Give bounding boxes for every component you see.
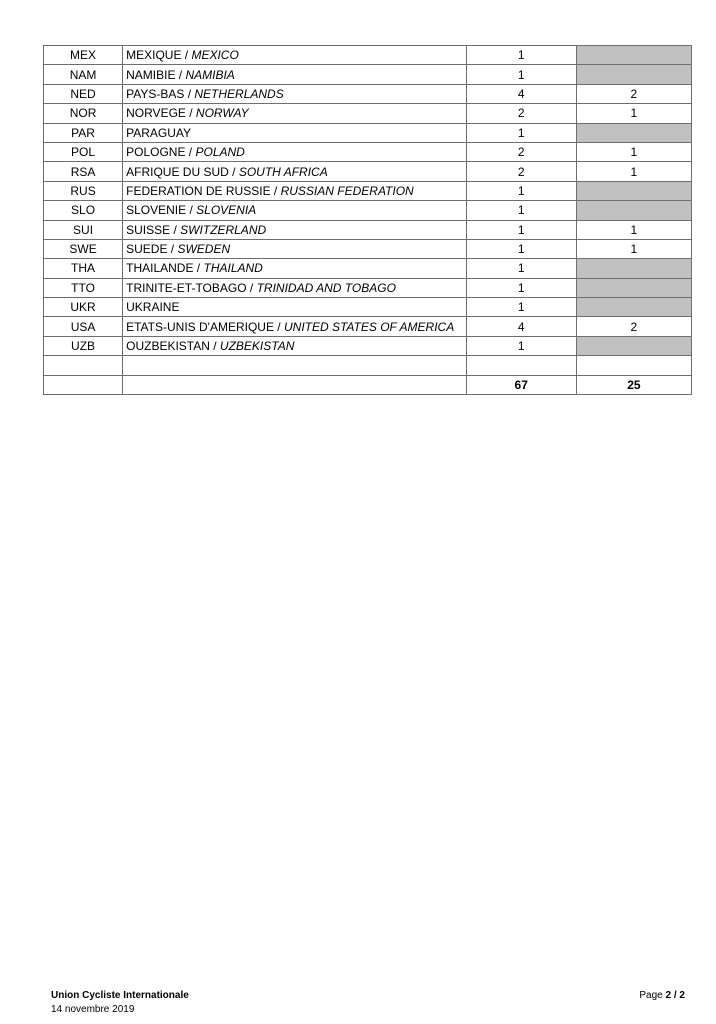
country-name-cell bbox=[123, 201, 467, 220]
country-name-en: SWEDEN bbox=[177, 242, 231, 257]
footer-organization: Union Cycliste Internationale bbox=[51, 990, 189, 1001]
page-label: Page bbox=[639, 990, 663, 1001]
name-separator: / bbox=[184, 86, 195, 101]
country-name-fr: THAILANDE bbox=[126, 261, 194, 276]
count-b-cell bbox=[576, 123, 691, 142]
country-name-fr: NAMIBIE bbox=[126, 67, 176, 82]
country-name-cell bbox=[123, 356, 467, 375]
table-row bbox=[44, 104, 692, 123]
name-separator: / bbox=[270, 183, 281, 198]
country-name-en: UZBEKISTAN bbox=[219, 339, 295, 354]
count-a-cell: 1 bbox=[466, 259, 576, 278]
country-name-cell bbox=[123, 104, 467, 123]
country-name-cell bbox=[123, 220, 467, 239]
table-row bbox=[44, 317, 692, 336]
name-separator: / bbox=[185, 106, 196, 121]
country-name-en: UNITED STATES OF AMERICA bbox=[283, 319, 455, 334]
name-separator: / bbox=[273, 319, 284, 334]
country-code-cell: UZB bbox=[44, 336, 123, 355]
name-separator: / bbox=[181, 48, 192, 63]
table-row bbox=[44, 259, 692, 278]
country-name-en: POLAND bbox=[195, 145, 245, 160]
count-a-cell: 4 bbox=[466, 84, 576, 103]
country-code-cell: UKR bbox=[44, 298, 123, 317]
country-code-cell: THA bbox=[44, 259, 123, 278]
country-name-en: RUSSIAN FEDERATION bbox=[280, 183, 414, 198]
country-name-cell bbox=[123, 298, 467, 317]
country-name-fr: TRINITE-ET-TOBAGO bbox=[126, 280, 247, 295]
count-a-cell: 1 bbox=[466, 123, 576, 142]
country-code-cell: RSA bbox=[44, 162, 123, 181]
name-separator: / bbox=[228, 164, 239, 179]
count-b-cell bbox=[576, 46, 691, 65]
table-row bbox=[44, 239, 692, 258]
country-table bbox=[43, 45, 692, 395]
country-name-fr: SUEDE bbox=[126, 242, 168, 257]
footer-date: 14 novembre 2019 bbox=[51, 1004, 135, 1015]
country-code-cell: SWE bbox=[44, 239, 123, 258]
country-name-cell bbox=[123, 162, 467, 181]
name-separator: / bbox=[167, 242, 178, 257]
country-name-cell bbox=[123, 46, 467, 65]
count-b-cell bbox=[576, 181, 691, 200]
country-code-cell: MEX bbox=[44, 46, 123, 65]
country-name-fr: AFRIQUE DU SUD bbox=[126, 164, 229, 179]
count-a-cell: 1 bbox=[466, 239, 576, 258]
country-name-fr: SLOVENIE bbox=[126, 203, 187, 218]
total-name-cell bbox=[123, 375, 467, 394]
count-b-cell bbox=[576, 356, 691, 375]
table-row bbox=[44, 181, 692, 200]
country-name-cell bbox=[123, 65, 467, 84]
country-name-cell bbox=[123, 336, 467, 355]
table-row bbox=[44, 356, 692, 375]
country-name-fr: SUISSE bbox=[126, 222, 171, 237]
name-separator: / bbox=[193, 261, 204, 276]
count-b-cell bbox=[576, 278, 691, 297]
country-name-en: SWITZERLAND bbox=[180, 222, 267, 237]
name-separator: / bbox=[186, 203, 197, 218]
table-row bbox=[44, 201, 692, 220]
count-a-cell: 1 bbox=[466, 278, 576, 297]
count-a-cell bbox=[466, 356, 576, 375]
count-b-cell: 1 bbox=[576, 220, 691, 239]
table-row bbox=[44, 336, 692, 355]
count-b-cell bbox=[576, 336, 691, 355]
country-name-fr: FEDERATION DE RUSSIE bbox=[126, 183, 271, 198]
name-separator: / bbox=[170, 222, 181, 237]
count-b-cell: 1 bbox=[576, 142, 691, 161]
country-name-en: NETHERLANDS bbox=[194, 86, 284, 101]
name-separator: / bbox=[209, 339, 220, 354]
country-name-fr: ETATS-UNIS D'AMERIQUE bbox=[126, 319, 274, 334]
name-separator: / bbox=[246, 280, 257, 295]
name-separator: / bbox=[185, 145, 196, 160]
country-code-cell: USA bbox=[44, 317, 123, 336]
count-b-cell: 2 bbox=[576, 317, 691, 336]
country-code-cell: POL bbox=[44, 142, 123, 161]
country-code-cell: NOR bbox=[44, 104, 123, 123]
country-name-en: SLOVENIA bbox=[196, 203, 257, 218]
table-row bbox=[44, 123, 692, 142]
country-name-fr: MEXIQUE bbox=[126, 48, 182, 63]
total-a-cell: 67 bbox=[466, 375, 576, 394]
country-table-body bbox=[44, 46, 692, 395]
table-row bbox=[44, 278, 692, 297]
table-row bbox=[44, 220, 692, 239]
table-row bbox=[44, 142, 692, 161]
country-name-fr: OUZBEKISTAN bbox=[126, 339, 210, 354]
country-name-cell bbox=[123, 239, 467, 258]
total-code-cell bbox=[44, 375, 123, 394]
country-name-cell bbox=[123, 123, 467, 142]
country-name-en: THAILAND bbox=[203, 261, 263, 276]
count-b-cell: 1 bbox=[576, 162, 691, 181]
count-a-cell: 2 bbox=[466, 142, 576, 161]
count-a-cell: 1 bbox=[466, 336, 576, 355]
count-a-cell: 2 bbox=[466, 104, 576, 123]
count-b-cell: 1 bbox=[576, 104, 691, 123]
country-name-fr: PAYS-BAS bbox=[126, 86, 185, 101]
country-name-fr: NORVEGE bbox=[126, 106, 186, 121]
count-a-cell: 4 bbox=[466, 317, 576, 336]
country-name-fr: POLOGNE bbox=[126, 145, 186, 160]
count-a-cell: 2 bbox=[466, 162, 576, 181]
country-code-cell: SLO bbox=[44, 201, 123, 220]
table-row bbox=[44, 46, 692, 65]
country-name-en: NAMIBIA bbox=[185, 67, 235, 82]
count-b-cell bbox=[576, 65, 691, 84]
table-row bbox=[44, 65, 692, 84]
country-code-cell: NED bbox=[44, 84, 123, 103]
country-code-cell: NAM bbox=[44, 65, 123, 84]
footer-page-indicator bbox=[639, 990, 685, 1001]
table-row bbox=[44, 162, 692, 181]
country-code-cell: TTO bbox=[44, 278, 123, 297]
count-a-cell: 1 bbox=[466, 298, 576, 317]
country-name-cell bbox=[123, 142, 467, 161]
count-a-cell: 1 bbox=[466, 201, 576, 220]
country-name-fr: UKRAINE bbox=[126, 300, 180, 315]
country-code-cell: SUI bbox=[44, 220, 123, 239]
country-name-en: SOUTH AFRICA bbox=[238, 164, 328, 179]
country-code-cell: RUS bbox=[44, 181, 123, 200]
country-name-cell bbox=[123, 181, 467, 200]
name-separator: / bbox=[175, 67, 186, 82]
country-name-en: NORWAY bbox=[195, 106, 249, 121]
count-b-cell: 2 bbox=[576, 84, 691, 103]
count-a-cell: 1 bbox=[466, 46, 576, 65]
country-name-cell bbox=[123, 84, 467, 103]
total-b-cell: 25 bbox=[576, 375, 691, 394]
count-b-cell bbox=[576, 259, 691, 278]
country-code-cell bbox=[44, 356, 123, 375]
table-row bbox=[44, 84, 692, 103]
count-b-cell bbox=[576, 298, 691, 317]
table-row bbox=[44, 298, 692, 317]
country-name-cell bbox=[123, 317, 467, 336]
total-row bbox=[44, 375, 692, 394]
country-name-cell bbox=[123, 278, 467, 297]
country-name-fr: PARAGUAY bbox=[126, 125, 192, 140]
count-b-cell: 1 bbox=[576, 239, 691, 258]
count-a-cell: 1 bbox=[466, 220, 576, 239]
page-number: 2 / 2 bbox=[665, 990, 685, 1001]
country-name-cell bbox=[123, 259, 467, 278]
count-b-cell bbox=[576, 201, 691, 220]
country-name-en: TRINIDAD AND TOBAGO bbox=[256, 280, 396, 295]
count-a-cell: 1 bbox=[466, 181, 576, 200]
country-name-en: MEXICO bbox=[191, 48, 239, 63]
country-code-cell: PAR bbox=[44, 123, 123, 142]
count-a-cell: 1 bbox=[466, 65, 576, 84]
